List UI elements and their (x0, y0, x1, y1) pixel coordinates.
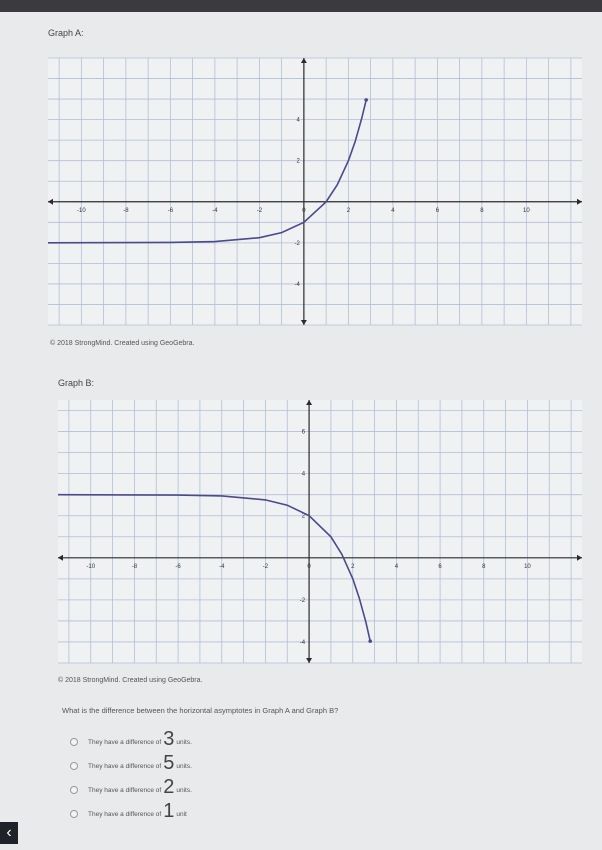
option-suffix: unit (176, 810, 187, 818)
option-number: 5 (163, 751, 175, 774)
graph-a-x-tick-label: -8 (123, 207, 129, 214)
graph-a-y-tick-label: 2 (296, 158, 300, 165)
option-number: 3 (163, 727, 175, 750)
graph-a-credit: © 2018 StrongMind. Created using GeoGebra. (50, 340, 195, 347)
option-number: 2 (163, 775, 175, 798)
answer-option-1[interactable] (70, 727, 192, 754)
graph-a-title: Graph A: (48, 28, 84, 38)
answer-option-4[interactable] (70, 799, 192, 826)
graph-a-x-tick-label: -2 (256, 207, 263, 214)
graph-b-y-tick-label: 6 (301, 429, 306, 436)
graph-b-y-tick-label: -2 (299, 597, 306, 604)
graph-b-x-tick-label: -2 (262, 563, 269, 570)
option-suffix: units. (176, 786, 192, 794)
graph-a-x-tick-label: -6 (167, 207, 174, 214)
graph-a-x-tick-label: 0 (302, 207, 306, 214)
answer-options (70, 727, 192, 826)
graph-a-curve-arrow-icon (364, 98, 368, 102)
graph-b-curve-arrow-icon (368, 639, 372, 643)
graph-b-x-tick-label: 4 (394, 563, 399, 570)
option-suffix: units. (176, 738, 192, 746)
graph-b-x-tick-label: -4 (219, 563, 225, 570)
graph-b-y-tick-label: 2 (301, 513, 306, 520)
question-text: What is the difference between the horizontal asymptotes in Graph A and Graph B? (62, 706, 339, 715)
graph-b-x-tick-label: -6 (175, 563, 181, 570)
graph-a-x-tick-label: 2 (346, 207, 351, 214)
graph-a-x-tick-label: -10 (77, 207, 86, 214)
option-suffix: units. (176, 762, 192, 770)
graph-a-y-tick-label: -4 (294, 281, 300, 288)
graph-a-y-tick-label: -2 (294, 240, 300, 247)
graph-b-credit: © 2018 StrongMind. Created using GeoGebra. (58, 677, 203, 684)
graph-b-y-tick-label: 4 (301, 471, 306, 478)
option-number: 1 (163, 799, 175, 822)
radio-button[interactable] (70, 738, 78, 746)
graph-b-x-tick-label: -10 (86, 563, 96, 570)
answer-option-3[interactable] (70, 775, 192, 802)
radio-button[interactable] (70, 810, 78, 818)
graph-a-x-tick-label: -4 (212, 207, 218, 214)
answer-option-2[interactable] (70, 751, 192, 778)
graph-b-title: Graph B: (58, 378, 95, 388)
graph-b-x-tick-label: 10 (524, 563, 531, 570)
graph-b-y-tick-label: -4 (299, 639, 306, 646)
graph-a-x-tick-label: 4 (391, 207, 395, 214)
option-prefix: They have a difference of (88, 810, 162, 818)
graph-b-x-tick-label: 8 (482, 563, 486, 570)
graph-a-x-tick-label: 8 (480, 207, 484, 214)
option-prefix: They have a difference of (88, 762, 162, 770)
top-bar (0, 0, 602, 12)
option-prefix: They have a difference of (88, 738, 162, 746)
graph-a-x-tick-label: 6 (435, 207, 440, 214)
graph-b-x-tick-label: 2 (351, 563, 355, 570)
back-chevron-icon[interactable]: ‹ (0, 822, 18, 844)
radio-button[interactable] (70, 762, 78, 770)
graph-b-x-tick-label: 6 (438, 563, 442, 570)
graph-b-x-tick-label: -8 (131, 563, 138, 570)
graph-a-x-tick-label: 10 (523, 207, 530, 214)
graph-b-x-tick-label: 0 (307, 563, 311, 570)
graph-b-plot-area (58, 400, 582, 663)
graph-a-y-tick-label: 4 (296, 117, 300, 124)
graph-a-chart (0, 50, 602, 340)
graph-a-plot-area (48, 58, 582, 325)
option-prefix: They have a difference of (88, 786, 162, 794)
graph-b-chart (0, 395, 602, 675)
radio-button[interactable] (70, 786, 78, 794)
